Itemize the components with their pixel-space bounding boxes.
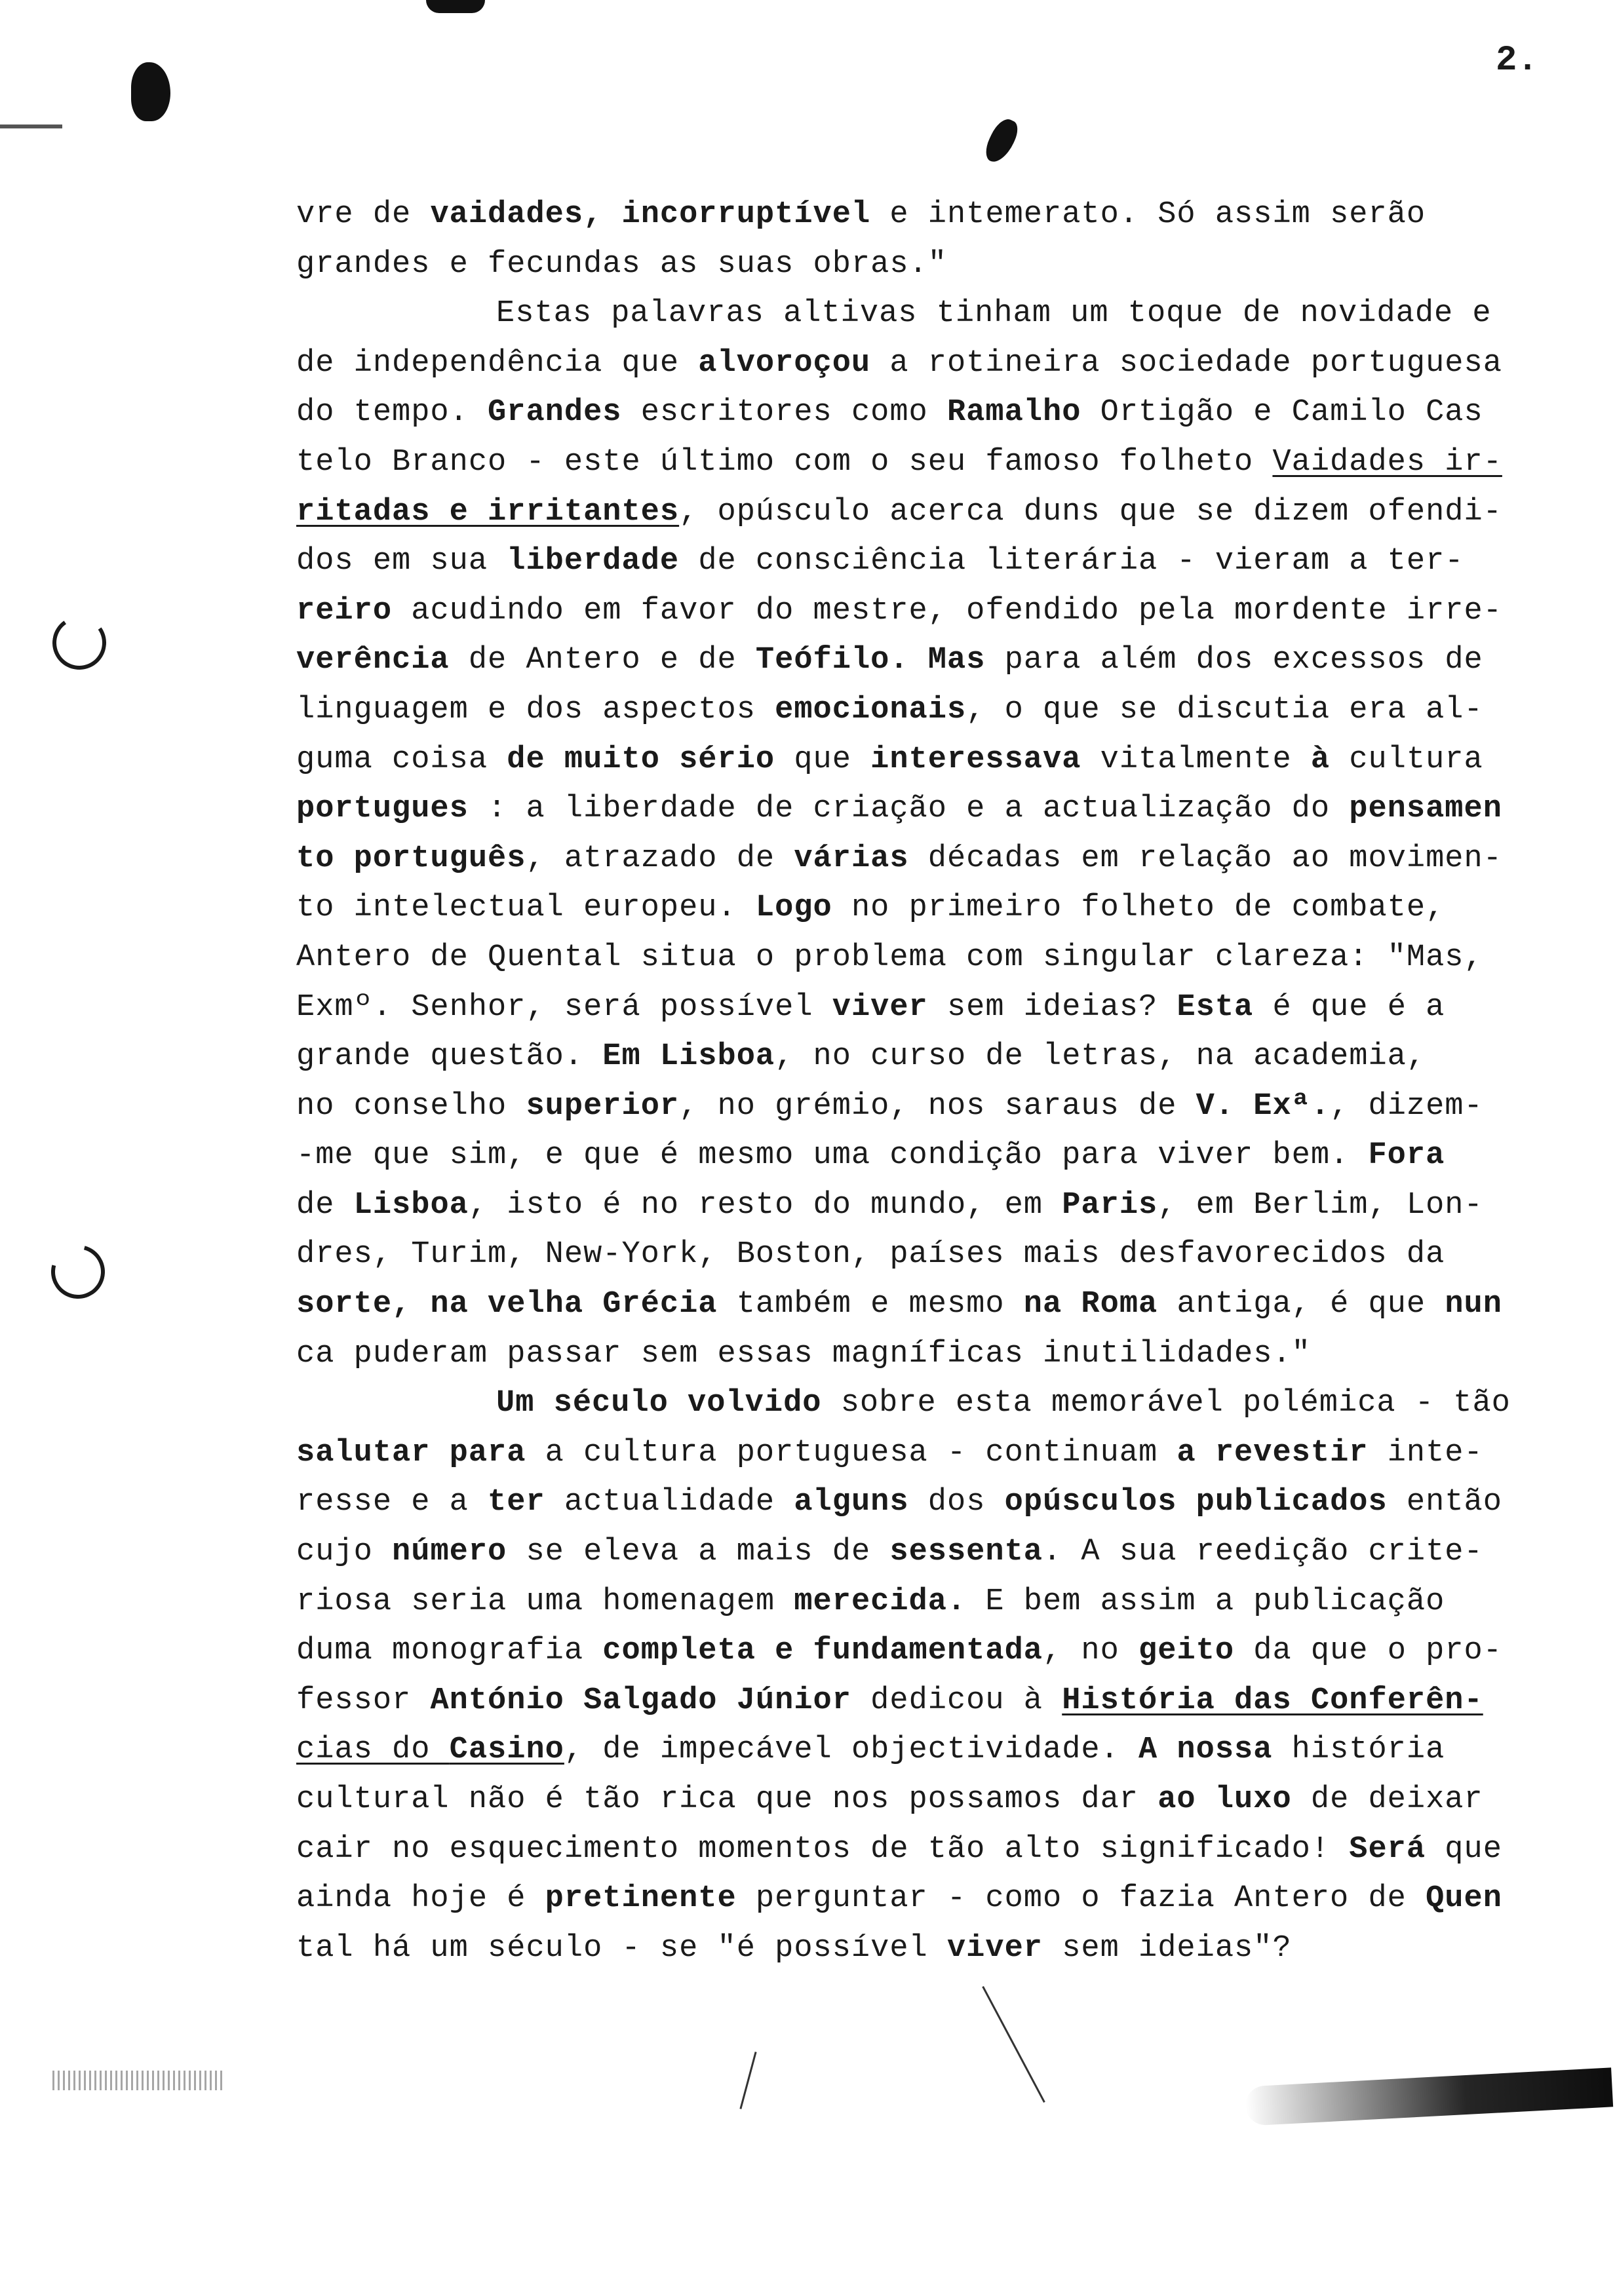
- text-segment: , dizem-: [1330, 1088, 1483, 1124]
- text-segment: história: [1272, 1732, 1445, 1768]
- text-segment: -me que sim, e que é mesmo uma condição para viver bem.: [296, 1138, 1369, 1174]
- text-segment: a revestir: [1177, 1435, 1369, 1470]
- text-segment: emocionais: [775, 692, 967, 727]
- text-segment: fessor: [296, 1683, 431, 1718]
- text-segment: [909, 643, 928, 678]
- text-line: [296, 1577, 1561, 1627]
- text-line: [296, 240, 1561, 290]
- text-segment: vre de: [296, 197, 431, 232]
- text-segment: cias do: [296, 1732, 450, 1768]
- text-segment: , opúsculo acerca duns que se dizem ofendi-: [679, 494, 1502, 529]
- text-segment: interessava: [870, 742, 1081, 777]
- text-segment: guma coisa: [296, 742, 507, 777]
- pen-stroke: [982, 1986, 1045, 2103]
- text-segment: de consciência literária - vieram a ter-: [679, 544, 1464, 579]
- text-segment: António Salgado Júnior: [430, 1683, 851, 1718]
- text-segment: Antero de Quental situa o problema com singular clareza: "Mas,: [296, 940, 1483, 975]
- text-segment: que: [775, 742, 871, 777]
- text-line: [296, 1874, 1561, 1924]
- text-segment: vitalmente: [1081, 742, 1311, 777]
- text-segment: ainda hoje é: [296, 1881, 545, 1917]
- text-line: [296, 1230, 1561, 1280]
- text-segment: : a liberdade de criação e a actualização do: [468, 792, 1350, 827]
- text-segment: pretinente: [545, 1881, 737, 1917]
- text-segment: sorte, na velha Grécia: [296, 1287, 718, 1322]
- text-segment: reiro: [296, 593, 393, 628]
- text-segment: vaidades, incorruptível: [430, 197, 871, 232]
- text-segment: para além dos excessos de: [985, 643, 1483, 678]
- text-segment: perguntar - como o fazia Antero de: [736, 1881, 1426, 1917]
- text-segment: Um século volvido: [496, 1386, 822, 1421]
- text-segment: Mas: [927, 643, 986, 678]
- text-line: [296, 1775, 1561, 1825]
- text-line: [296, 983, 1561, 1033]
- text-segment: de muito sério: [507, 742, 775, 777]
- text-segment: duma monografia: [296, 1634, 603, 1669]
- text-segment: Casino: [449, 1732, 564, 1768]
- text-segment: , no curso de letras, na academia,: [775, 1039, 1426, 1075]
- text-segment: décadas em relação ao movimen-: [908, 841, 1502, 876]
- text-segment: ao luxo: [1158, 1782, 1292, 1817]
- scan-smudge-left: [52, 2071, 223, 2090]
- text-segment: sessenta: [889, 1535, 1043, 1570]
- text-segment: sem ideias"?: [1043, 1930, 1292, 1966]
- text-segment: , no: [1043, 1634, 1139, 1669]
- text-segment: , em Berlim, Lon-: [1158, 1187, 1483, 1223]
- text-segment: dos: [908, 1485, 1005, 1520]
- text-segment: cujo: [296, 1535, 393, 1570]
- text-segment: antiga, é que: [1158, 1287, 1445, 1322]
- text-segment: Fora: [1368, 1138, 1445, 1174]
- text-line: [296, 735, 1561, 785]
- text-line: [296, 1428, 1561, 1478]
- text-segment: do tempo.: [296, 395, 488, 430]
- text-segment: Estas palavras altivas tinham um toque de novidade e: [496, 296, 1492, 332]
- punch-hole-icon: [41, 1235, 115, 1309]
- body-text: [296, 190, 1561, 1973]
- text-line: [296, 339, 1561, 389]
- text-segment: Logo: [755, 890, 832, 926]
- text-segment: portugues: [296, 792, 469, 827]
- text-segment: V. Exª.: [1196, 1088, 1331, 1124]
- text-segment: e intemerato. Só assim serão: [870, 197, 1426, 232]
- text-line: [296, 586, 1561, 636]
- text-line: [296, 1725, 1561, 1775]
- text-segment: Será: [1349, 1831, 1426, 1867]
- scan-blot-top: [426, 0, 485, 13]
- text-line: [296, 1330, 1561, 1379]
- text-segment: que: [1426, 1831, 1502, 1867]
- text-line: [296, 685, 1561, 735]
- text-segment: E bem assim a publicação: [966, 1584, 1445, 1619]
- text-segment: Em Lisboa: [602, 1039, 775, 1075]
- text-line: [296, 1626, 1561, 1676]
- text-line: [296, 537, 1561, 586]
- text-line: [296, 1527, 1561, 1577]
- text-segment: grandes e fecundas as suas obras.": [296, 246, 947, 282]
- text-segment: Quen: [1426, 1881, 1502, 1917]
- text-segment: número: [392, 1535, 507, 1570]
- text-segment: Exmº. Senhor, será possível: [296, 989, 832, 1025]
- text-segment: Esta: [1177, 989, 1254, 1025]
- text-segment: riosa seria uma homenagem: [296, 1584, 794, 1619]
- scan-smudge-bottom: [1245, 2067, 1613, 2126]
- text-line: [296, 784, 1561, 834]
- text-segment: de independência que: [296, 345, 699, 381]
- text-segment: actualidade: [545, 1485, 794, 1520]
- text-segment: se eleva a mais de: [507, 1535, 890, 1570]
- text-segment: da que o pro-: [1234, 1634, 1502, 1669]
- text-segment: acudindo em favor do mestre, ofendido pela mordente irre-: [392, 593, 1502, 628]
- text-line: [296, 190, 1561, 240]
- text-line: [296, 1280, 1561, 1330]
- text-segment: Paris: [1062, 1187, 1158, 1223]
- text-segment: viver: [946, 1930, 1043, 1966]
- text-segment: geito: [1138, 1634, 1235, 1669]
- text-segment: , atrazado de: [526, 841, 794, 876]
- text-segment: viver: [832, 989, 928, 1025]
- text-segment: a rotineira sociedade portuguesa: [870, 345, 1502, 381]
- text-segment: alguns: [794, 1485, 909, 1520]
- text-segment: cultural não é tão rica que nos possamos dar: [296, 1782, 1158, 1817]
- page-number: 2.: [1496, 41, 1538, 81]
- text-line: [296, 1082, 1561, 1132]
- text-line: [296, 289, 1561, 339]
- text-segment: . A sua reedição crite-: [1043, 1535, 1483, 1570]
- text-line: [296, 883, 1561, 933]
- text-segment: então: [1387, 1485, 1502, 1520]
- text-line: [296, 488, 1561, 537]
- text-segment: ter: [488, 1485, 545, 1520]
- pen-stroke: [739, 2052, 756, 2109]
- scan-blot-center: [981, 115, 1022, 167]
- text-segment: , isto é no resto do mundo, em: [468, 1187, 1062, 1223]
- text-segment: verência: [296, 643, 450, 678]
- text-segment: cair no esquecimento momentos de tão alto significado!: [296, 1831, 1350, 1867]
- text-line: [296, 388, 1561, 438]
- text-segment: escritores como: [621, 395, 947, 430]
- text-line: [296, 438, 1561, 488]
- text-segment: liberdade: [507, 544, 680, 579]
- text-line: [296, 1379, 1561, 1428]
- text-segment: salutar para: [296, 1435, 526, 1470]
- text-segment: sem ideias?: [927, 989, 1177, 1025]
- text-segment: superior: [526, 1088, 680, 1124]
- text-line: [296, 1032, 1561, 1082]
- text-segment: to intelectual europeu.: [296, 890, 756, 926]
- text-segment: nun: [1445, 1287, 1502, 1322]
- text-segment: dres, Turim, New-York, Boston, países mais desfavorecidos da: [296, 1237, 1445, 1272]
- text-segment: , de impecável objectividade.: [564, 1732, 1139, 1768]
- text-segment: dedicou à: [851, 1683, 1062, 1718]
- text-segment: grande questão.: [296, 1039, 603, 1075]
- text-line: [296, 1131, 1561, 1181]
- text-line: [296, 1924, 1561, 1974]
- text-segment: to português: [296, 841, 526, 876]
- text-segment: alvoroçou: [698, 345, 871, 381]
- text-segment: sobre esta memorável polémica - tão: [821, 1386, 1511, 1421]
- text-segment: Ramalho: [946, 395, 1081, 430]
- text-segment: dos em sua: [296, 544, 507, 579]
- text-segment: merecida.: [794, 1584, 967, 1619]
- scan-blot-left: [131, 62, 170, 121]
- text-segment: de Antero e de: [449, 643, 756, 678]
- text-segment: telo Branco - este último com o seu famoso folheto: [296, 444, 1273, 480]
- text-segment: resse e a: [296, 1485, 488, 1520]
- text-segment: de deixar: [1291, 1782, 1483, 1817]
- text-segment: de: [296, 1187, 354, 1223]
- text-segment: Ortigão e Camilo Cas: [1081, 395, 1483, 430]
- text-segment: Teófilo.: [755, 643, 909, 678]
- text-segment: várias: [794, 841, 909, 876]
- text-segment: tal há um século - se "é possível: [296, 1930, 947, 1966]
- text-segment: na Roma: [1023, 1287, 1158, 1322]
- text-segment: opúsculos publicados: [1004, 1485, 1388, 1520]
- text-segment: Grandes: [488, 395, 622, 430]
- text-line: [296, 1478, 1561, 1527]
- text-segment: cultura: [1330, 742, 1483, 777]
- text-segment: completa e fundamentada: [602, 1634, 1043, 1669]
- text-segment: no conselho: [296, 1088, 526, 1124]
- text-line: [296, 834, 1561, 884]
- text-segment: à: [1310, 742, 1331, 777]
- text-segment: ca puderam passar sem essas magníficas inutilidades.": [296, 1336, 1311, 1371]
- text-segment: é que é a: [1253, 989, 1445, 1025]
- text-segment: ritadas e irritantes: [296, 494, 680, 529]
- text-segment: Vaidades ir-: [1272, 444, 1502, 480]
- text-line: [296, 1181, 1561, 1231]
- text-line: [296, 1676, 1561, 1726]
- text-line: [296, 636, 1561, 685]
- text-line: [296, 1825, 1561, 1875]
- text-segment: a cultura portuguesa - continuam: [526, 1435, 1177, 1470]
- text-segment: História das Conferên-: [1062, 1683, 1483, 1718]
- text-segment: linguagem e dos aspectos: [296, 692, 775, 727]
- text-segment: , no grémio, nos saraus de: [679, 1088, 1196, 1124]
- scan-dash-left: [0, 124, 62, 128]
- text-segment: Lisboa: [353, 1187, 469, 1223]
- punch-hole-icon: [49, 612, 111, 674]
- text-segment: no primeiro folheto de combate,: [832, 890, 1445, 926]
- text-line: [296, 933, 1561, 983]
- text-segment: também e mesmo: [717, 1287, 1024, 1322]
- text-segment: A nossa: [1138, 1732, 1273, 1768]
- text-segment: inte-: [1368, 1435, 1483, 1470]
- text-segment: pensamen: [1349, 792, 1502, 827]
- text-segment: , o que se discutia era al-: [966, 692, 1483, 727]
